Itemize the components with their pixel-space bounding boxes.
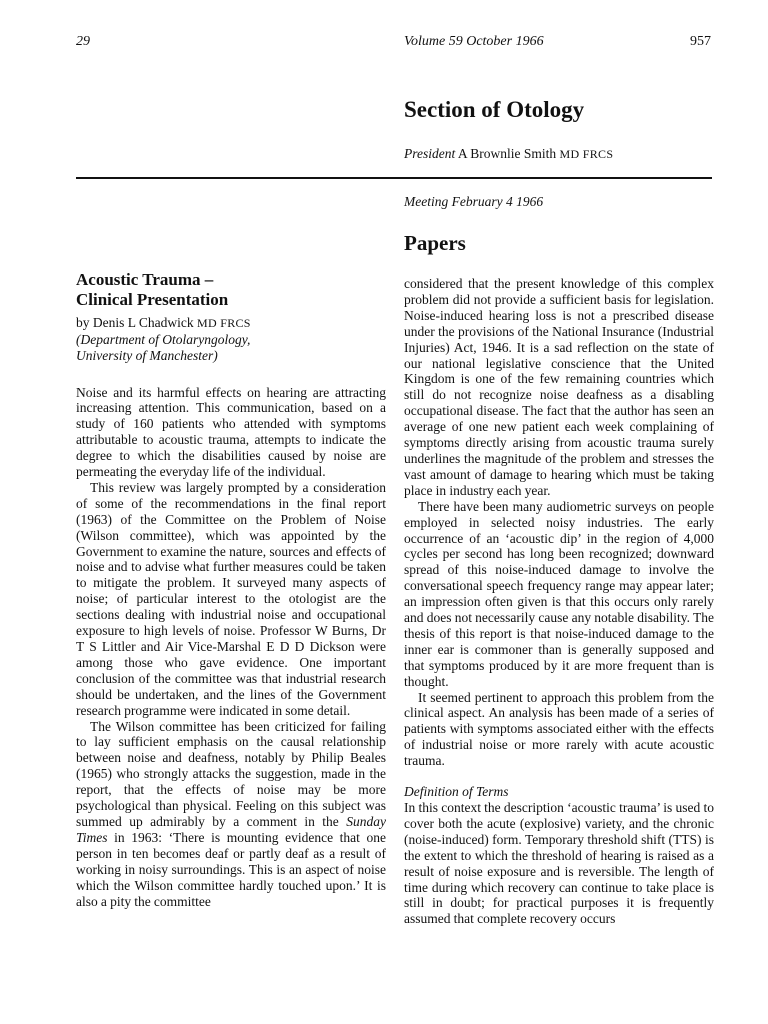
subheading-definition-of-terms: Definition of Terms	[404, 784, 509, 800]
definition-body-text	[404, 800, 714, 927]
section-divider	[76, 177, 712, 179]
right-body-text	[404, 276, 714, 769]
article-title-line-2: Clinical Presentation	[76, 290, 229, 309]
paragraph-segment: in 1963: ‘There is mounting evidence that one person in ten becomes deaf or partly deaf as a result of working in noisy surroundings. This is an aspect of noise which the Wilson committee hardly touched upon.’ It is also a pity the committee	[76, 829, 386, 909]
journal-issue: Volume 59 October 1966	[404, 34, 544, 49]
author-degrees: MD FRCS	[196, 316, 251, 330]
president-line	[404, 146, 613, 162]
meeting-date: Meeting February 4 1966	[404, 194, 544, 209]
president-name: A Brownlie Smith	[457, 146, 557, 161]
article-title-line-1: Acoustic Trauma –	[76, 270, 214, 289]
newspaper-title: Sunday Times	[76, 813, 386, 845]
right-column	[404, 276, 714, 927]
affiliation-line-1: (Department of Otolaryngology,	[76, 331, 251, 347]
paragraph: considered that the present knowledge of this complex problem did not provide a sufficient basis for legislation. Noise-induced hearing loss is not a prescribed disease under the provisions of the National Insurance (Industrial Injuries) Act, 1946. It is a sad reflection on the state of our national legislative conscience that the United Kingdom is one of the few remaining countries which still do not recognize noise deafness as a disabling occupational disease. The fact that the author has seen an average of one new patient each week complaining of symptoms directly arising from acoustic trauma surely underlines the magnitude of the problem and stresses the vast amount of damage to hearing which must be taking place in industry each year.	[404, 276, 714, 498]
paragraph: This review was largely prompted by a consideration of some of the recommendations in the final report (1963) of the Committee on the Problem of Noise (Wilson committee), which was appointed by the Government to examine the nature, sources and effects of noise and to advise what further measures could be taken to mitigate the problem. It surveyed many aspects of noise; of particular interest to the otologist are the sections dealing with industrial noise and occupational exposure to high levels of noise. Professor W Burns, Dr T S Littler and Air Vice-Marshal E D D Dickson were among those who gave evidence. One important conclusion of the committee was that industrial research should be undertaken, and the lines of the Government research programme were indicated in some detail.	[76, 479, 386, 718]
page-number-right: 957	[690, 34, 711, 49]
page-number-left: 29	[76, 34, 90, 49]
paragraph-segment: The Wilson committee has been criticized for failing to lay sufficient emphasis on the causal relationship between noise and deafness, notably by Philip Beales (1965) who strongly attacks the suggestion, made in the report, that the effects of noise may be more psychological than physical. Feeling on this subject was summed up admirably by a comment in the	[76, 718, 386, 829]
byline	[76, 315, 386, 332]
papers-heading: Papers	[404, 231, 466, 255]
article-title	[76, 270, 386, 310]
affiliation	[76, 332, 386, 365]
paragraph: Noise and its harmful effects on hearing are attracting increasing attention. This communication, based on a study of 160 patients who attended with symptoms attributable to acoustic trauma, attempts to indicate the degree to which the disabilities caused by noise are permeating the everyday life of the individual.	[76, 384, 386, 480]
paragraph	[76, 719, 386, 910]
president-degrees: MD FRCS	[559, 147, 614, 161]
president-label: President	[404, 146, 456, 161]
affiliation-line-2: University of Manchester)	[76, 348, 218, 363]
left-body-text	[76, 385, 386, 910]
author-name: Denis L Chadwick	[92, 315, 194, 330]
left-column	[76, 270, 386, 909]
byline-by: by	[76, 315, 90, 330]
section-title: Section of Otology	[404, 97, 585, 122]
paragraph: There have been many audiometric surveys on people employed in selected noisy industries. The early occurrence of an ‘acoustic dip’ in the region of 4,000 cycles per second has long been recognized; downward spread of this noise-induced damage to involve the conversational speech frequency range may appear later; an impression often given is that this occurs only rarely and does not necessarily cause any notable disability. The thesis of this report is that noise-induced damage to the inner ear is commoner than is generally supposed and that symptoms produced by it are more frequent than is thought.	[404, 498, 714, 689]
paragraph: It seemed pertinent to approach this problem from the clinical aspect. An analysis has been made of a series of patients with symptoms associated either with the effects of industrial noise or more rarely with acute acoustic trauma.	[404, 689, 714, 769]
paragraph: In this context the description ‘acoustic trauma’ is used to cover both the acute (explosive) variety, and the chronic (noise-induced) form. Temporary threshold shift (TTS) is the extent to which the threshold of hearing is raised as a result of noise exposure and is reversible. The length of time during which recovery can continue to take place is still in doubt; for practical purposes it is frequently assumed that complete recovery occurs	[404, 800, 714, 927]
